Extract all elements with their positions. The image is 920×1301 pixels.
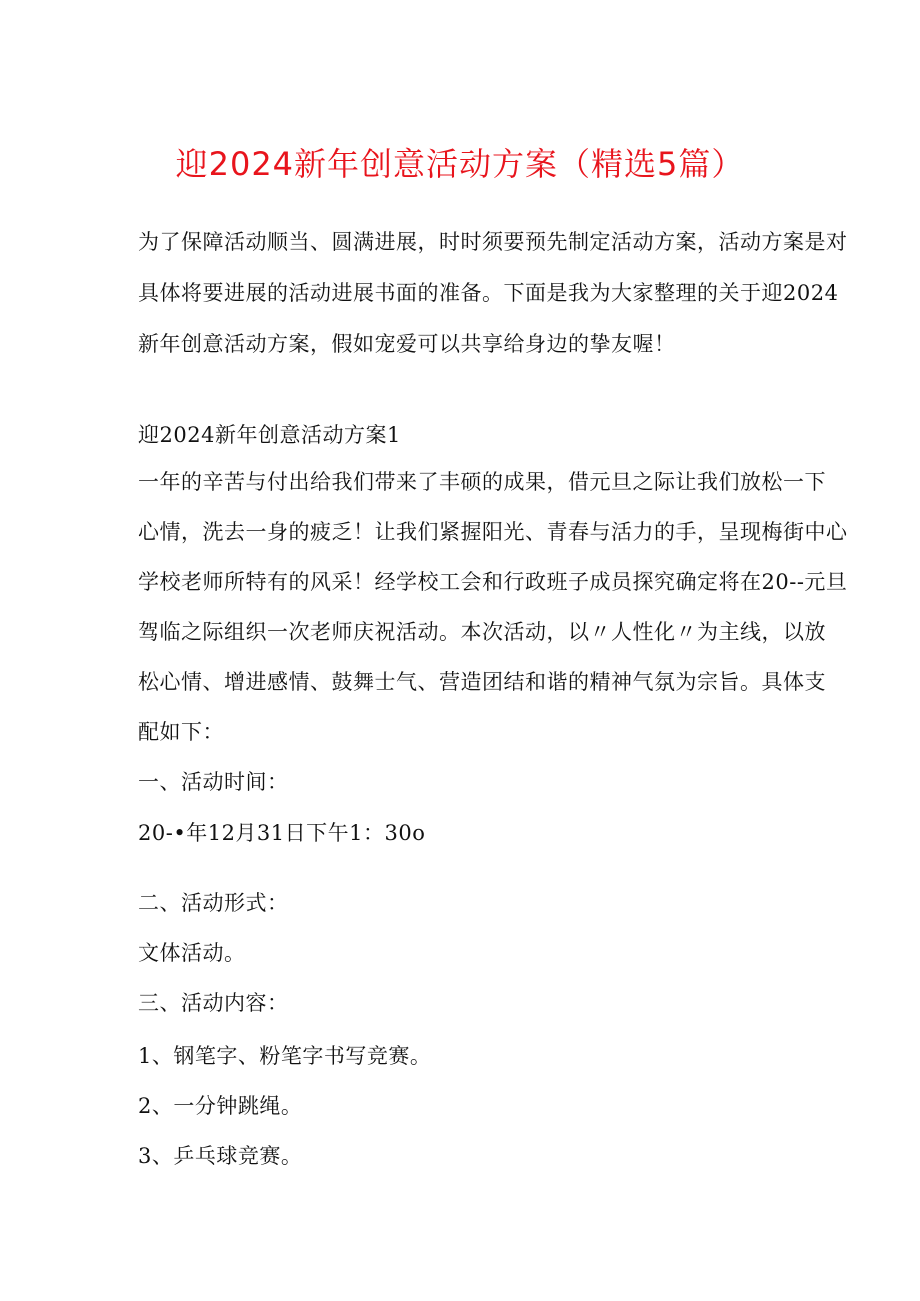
activity-time-heading: 一、活动时间： — [138, 770, 289, 794]
activity-time-value: 20-•年12月31日下午1：30o — [138, 821, 426, 845]
section-line: 学校老师所特有的风采！经学校工会和行政班子成员探究确定将在20--元旦 — [138, 570, 848, 594]
intro-line: 新年创意活动方案，假如宠爱可以共享给身边的挚友喔！ — [138, 332, 676, 356]
section-line: 心情，洗去一身的疲乏！让我们紧握阳光、青春与活力的手，呈现梅街中心 — [138, 520, 848, 544]
intro-paragraph — [138, 217, 848, 370]
section-line: 一年的辛苦与付出给我们带来了丰硕的成果，借元旦之际让我们放松一下 — [138, 470, 826, 494]
section-line: 松心情、增进感情、鼓舞士气、营造团结和谐的精神气氛为宗旨。具体支 — [138, 670, 826, 694]
activity-form-heading: 二、活动形式： — [138, 891, 289, 915]
section-line: 配如下： — [138, 720, 224, 744]
list-item: 1、钢笔字、粉笔字书写竞赛。 — [138, 1044, 432, 1068]
section-heading: 迎2024新年创意活动方案1 — [138, 423, 401, 447]
activity-content-heading: 三、活动内容： — [138, 991, 289, 1015]
document-title: 迎2024新年创意活动方案（精选5篇） — [175, 145, 745, 183]
intro-line: 为了保障活动顺当、圆满进展，时时须要预先制定活动方案，活动方案是对 — [138, 230, 848, 254]
list-item: 3、乒乓球竞赛。 — [138, 1144, 303, 1168]
section-line: 驾临之际组织一次老师庆祝活动。本次活动，以〃人性化〃为主线，以放 — [138, 620, 826, 644]
activity-form-value: 文体活动。 — [138, 941, 246, 965]
section-paragraph — [138, 457, 848, 807]
list-item: 2、一分钟跳绳。 — [138, 1094, 303, 1118]
intro-line: 具体将要进展的活动进展书面的准备。下面是我为大家整理的关于迎2024 — [138, 281, 839, 305]
